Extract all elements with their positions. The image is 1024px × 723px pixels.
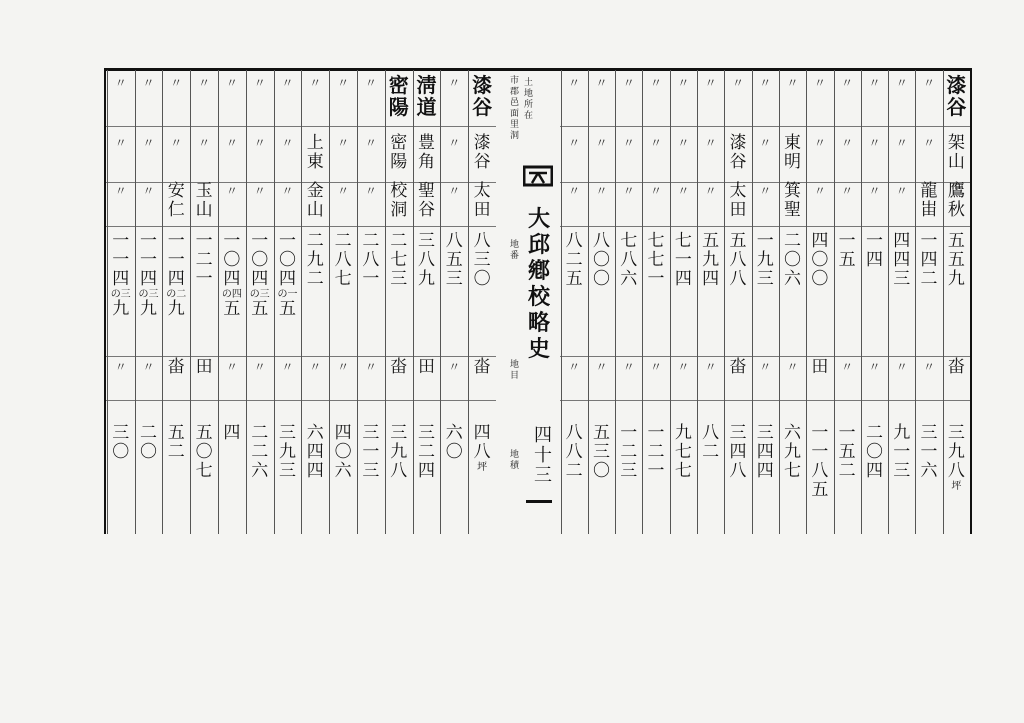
- land-category-cell: 畓: [167, 357, 185, 377]
- column-rule: [329, 70, 330, 534]
- village-cell: 〃: [595, 184, 608, 198]
- district-cell: 〃: [923, 136, 936, 150]
- lot-number-cell: 二 七 三: [390, 231, 408, 289]
- county-cell: 〃: [568, 76, 581, 90]
- land-category-cell: 〃: [622, 360, 635, 374]
- district-cell: 〃: [448, 136, 461, 150]
- district-cell: 〃: [568, 136, 581, 150]
- lot-number-cell: 一 一 四 の二 九: [166, 231, 187, 319]
- village-cell: 〃: [813, 184, 826, 198]
- column-rule: [861, 70, 862, 534]
- left-column-1: [440, 70, 468, 534]
- village-cell: 〃: [677, 184, 690, 198]
- county-cell: 〃: [650, 76, 663, 90]
- district-cell: 〃: [225, 136, 238, 150]
- village-cell: 〃: [253, 184, 266, 198]
- area-cell: 五 〇 七: [195, 423, 213, 481]
- county-cell: 〃: [895, 76, 908, 90]
- village-cell: 鷹 秋: [947, 181, 965, 220]
- left-column-6: [301, 70, 329, 534]
- village-cell: 〃: [650, 184, 663, 198]
- area-cell: 三 二 四: [417, 423, 435, 481]
- area-cell: 一 一 八 五: [811, 423, 829, 500]
- district-cell: 〃: [253, 136, 266, 150]
- frame-right-rule: [970, 68, 972, 534]
- district-cell: 〃: [868, 136, 881, 150]
- right-column-2: [888, 70, 915, 534]
- frame-left-rule: [104, 68, 106, 534]
- column-rule: [385, 70, 386, 534]
- land-category-cell: 田: [195, 357, 213, 377]
- lot-number-cell: 四 〇 〇: [811, 231, 829, 289]
- column-rule: [670, 70, 671, 534]
- district-cell: 上 東: [306, 133, 324, 172]
- county-cell: 〃: [170, 76, 183, 90]
- district-cell: 〃: [595, 136, 608, 150]
- land-category-cell: 〃: [448, 360, 461, 374]
- column-rule: [440, 70, 441, 534]
- column-rule: [779, 70, 780, 534]
- lot-number-cell: 一 〇 四 の一 五: [277, 231, 298, 319]
- county-cell: 〃: [622, 76, 635, 90]
- district-cell: 漆 谷: [729, 133, 747, 172]
- lot-suffix: の四: [221, 289, 242, 300]
- lot-number-cell: 二 九 二: [306, 231, 324, 289]
- right-column-5: [806, 70, 833, 534]
- lot-number-cell: 五 五 九: [947, 231, 965, 289]
- village-cell: 〃: [337, 184, 350, 198]
- district-cell: 〃: [114, 136, 127, 150]
- area-cell: 一 二 一: [647, 423, 665, 481]
- lot-suffix: の三: [110, 289, 131, 300]
- area-cell: 三 一 三: [362, 423, 380, 481]
- land-category-cell: 〃: [786, 360, 799, 374]
- land-category-cell: 〃: [309, 360, 322, 374]
- column-rule: [752, 70, 753, 534]
- district-cell: 〃: [813, 136, 826, 150]
- area-unit: 坪: [951, 481, 962, 492]
- village-cell: 〃: [225, 184, 238, 198]
- village-cell: 太 田: [729, 181, 747, 220]
- county-cell: 〃: [759, 76, 772, 90]
- land-category-cell: 畓: [390, 357, 408, 377]
- lot-number-cell: 七 八 六: [620, 231, 638, 289]
- lot-suffix: の三: [138, 289, 159, 300]
- district-cell: 東 明: [784, 133, 802, 172]
- area-cell: 六 九 七: [784, 423, 802, 481]
- lot-number-cell: 一 九 三: [756, 231, 774, 289]
- village-cell: 〃: [841, 184, 854, 198]
- left-column-10: [190, 70, 218, 534]
- lot-suffix: の三: [249, 289, 270, 300]
- village-cell: 金 山: [306, 181, 324, 220]
- left-column-0: [468, 70, 496, 534]
- village-cell: 〃: [114, 184, 127, 198]
- column-rule: [697, 70, 698, 534]
- left-column-13: [107, 70, 135, 534]
- county-cell: 〃: [198, 76, 211, 90]
- land-category-cell: 〃: [841, 360, 854, 374]
- column-rule: [642, 70, 643, 534]
- column-rule: [413, 70, 414, 534]
- right-column-6: [779, 70, 806, 534]
- lot-suffix: の二: [166, 289, 187, 300]
- land-category-cell: 〃: [253, 360, 266, 374]
- page-number: 四 十 三: [534, 425, 552, 486]
- lot-number-cell: 二 八 一: [362, 231, 380, 289]
- column-rule: [468, 70, 469, 534]
- county-cell: 〃: [731, 76, 744, 90]
- area-cell: 五 二: [167, 423, 185, 462]
- lot-number-cell: 一 四 二: [920, 231, 938, 289]
- district-cell: 〃: [704, 136, 717, 150]
- area-unit: 坪: [477, 462, 488, 473]
- area-cell: 八 八 二: [565, 423, 583, 481]
- area-cell: 二 〇 四: [865, 423, 883, 481]
- land-category-cell: 畓: [473, 357, 491, 377]
- left-column-7: [274, 70, 302, 534]
- area-cell: 四: [223, 423, 241, 443]
- district-cell: 豊 角: [417, 133, 435, 172]
- county-cell: 〃: [337, 76, 350, 90]
- county-cell: 漆 谷: [946, 73, 967, 119]
- left-column-9: [218, 70, 246, 534]
- area-cell: 三 九 八 坪: [947, 423, 965, 492]
- left-column-8: [246, 70, 274, 534]
- column-rule: [806, 70, 807, 534]
- county-cell: 〃: [786, 76, 799, 90]
- lot-number-cell: 八 五 三: [445, 231, 463, 289]
- county-cell: 漆 谷: [472, 73, 493, 119]
- right-column-3: [861, 70, 888, 534]
- area-cell: 一 二 三: [620, 423, 638, 481]
- district-cell: 〃: [337, 136, 350, 150]
- county-cell: 〃: [281, 76, 294, 90]
- village-cell: 〃: [868, 184, 881, 198]
- county-cell: 淸 道: [416, 73, 437, 119]
- village-cell: 校 洞: [390, 181, 408, 220]
- land-category-cell: 田: [417, 357, 435, 377]
- district-cell: 〃: [281, 136, 294, 150]
- column-rule: [915, 70, 916, 534]
- area-cell: 二 〇: [139, 423, 157, 462]
- right-column-0: [943, 70, 970, 534]
- district-cell: 〃: [170, 136, 183, 150]
- column-rule: [357, 70, 358, 534]
- column-rule: [190, 70, 191, 534]
- lot-number-cell: 八 二 五: [565, 231, 583, 289]
- right-column-14: [561, 70, 588, 534]
- land-category-cell: 〃: [923, 360, 936, 374]
- header-location-top: 土 地 所 在: [524, 78, 534, 121]
- column-rule: [724, 70, 725, 534]
- column-rule: [274, 70, 275, 534]
- lot-number-cell: 八 〇 〇: [592, 231, 610, 289]
- county-cell: 〃: [841, 76, 854, 90]
- land-category-cell: 〃: [704, 360, 717, 374]
- lot-number-cell: 七 七 一: [647, 231, 665, 289]
- village-cell: 安 仁: [167, 181, 185, 220]
- county-cell: 密 陽: [388, 73, 409, 119]
- land-category-cell: 〃: [281, 360, 294, 374]
- land-category-cell: 〃: [114, 360, 127, 374]
- column-rule: [588, 70, 589, 534]
- area-cell: 三 〇: [112, 423, 130, 462]
- column-rule: [218, 70, 219, 534]
- district-cell: 密 陽: [390, 133, 408, 172]
- left-column-11: [162, 70, 190, 534]
- district-cell: 〃: [650, 136, 663, 150]
- lot-number-cell: 一 〇 四 の三 五: [249, 231, 270, 319]
- left-column-12: [135, 70, 163, 534]
- district-cell: 〃: [622, 136, 635, 150]
- county-cell: 〃: [448, 76, 461, 90]
- district-cell: 〃: [142, 136, 155, 150]
- land-category-cell: 〃: [868, 360, 881, 374]
- district-cell: 〃: [198, 136, 211, 150]
- land-category-cell: 〃: [650, 360, 663, 374]
- right-column-11: [642, 70, 669, 534]
- column-rule: [561, 70, 562, 534]
- column-rule: [943, 70, 944, 534]
- area-cell: 三 四 四: [756, 423, 774, 481]
- county-cell: 〃: [114, 76, 127, 90]
- header-location: [510, 76, 519, 142]
- lot-number-cell: 四 四 三: [893, 231, 911, 289]
- lot-suffix: の一: [277, 289, 298, 300]
- area-cell: 六 四 四: [306, 423, 324, 481]
- page-title: 大 邱 鄕 校 略 史: [528, 206, 551, 362]
- land-category-cell: 〃: [142, 360, 155, 374]
- lot-number-cell: 一 五: [838, 231, 856, 270]
- lot-number-cell: 二 八 七: [334, 231, 352, 289]
- land-category-cell: 〃: [364, 360, 377, 374]
- right-column-13: [588, 70, 615, 534]
- right-column-8: [724, 70, 751, 534]
- column-rule: [615, 70, 616, 534]
- county-cell: 〃: [309, 76, 322, 90]
- area-cell: 三 九 八: [390, 423, 408, 481]
- header-land-category: 地 目: [510, 360, 520, 381]
- county-cell: 〃: [595, 76, 608, 90]
- lot-number-cell: 一 〇 四 の四 五: [221, 231, 242, 319]
- district-cell: 〃: [895, 136, 908, 150]
- column-rule: [301, 70, 302, 534]
- header-area: 地 積: [510, 450, 520, 471]
- county-cell: 〃: [142, 76, 155, 90]
- village-cell: 〃: [142, 184, 155, 198]
- village-cell: 聖 谷: [417, 181, 435, 220]
- column-rule: [107, 70, 108, 534]
- right-column-12: [615, 70, 642, 534]
- land-category-cell: 田: [811, 357, 829, 377]
- lot-number-cell: 七 一 四: [674, 231, 692, 289]
- land-category-cell: 〃: [759, 360, 772, 374]
- village-cell: 太 田: [473, 181, 491, 220]
- school-emblem-icon: [523, 165, 553, 187]
- village-cell: 箕 聖: [784, 181, 802, 220]
- page-number-underline: [526, 500, 552, 503]
- village-cell: 〃: [281, 184, 294, 198]
- village-cell: 龍 峀: [920, 181, 938, 220]
- right-column-10: [670, 70, 697, 534]
- right-column-4: [834, 70, 861, 534]
- county-cell: 〃: [677, 76, 690, 90]
- district-cell: 〃: [364, 136, 377, 150]
- village-cell: 〃: [568, 184, 581, 198]
- land-category-cell: 畓: [729, 357, 747, 377]
- header-location-text: 市 郡 邑 面 里 洞: [510, 76, 520, 141]
- lot-number-cell: 一 一 四 の三 九: [138, 231, 159, 319]
- lot-number-cell: 五 八 八: [729, 231, 747, 289]
- village-cell: 〃: [364, 184, 377, 198]
- area-cell: 四 八 坪: [473, 423, 491, 473]
- district-cell: 架 山: [947, 133, 965, 172]
- area-cell: 三 一 六: [920, 423, 938, 481]
- left-column-5: [329, 70, 357, 534]
- land-category-cell: 〃: [337, 360, 350, 374]
- lot-number-cell: 一 一 四 の三 九: [110, 231, 131, 319]
- left-column-4: [357, 70, 385, 534]
- land-category-cell: 〃: [225, 360, 238, 374]
- village-cell: 〃: [704, 184, 717, 198]
- area-cell: 九 一 三: [893, 423, 911, 481]
- lot-number-cell: 一 四: [865, 231, 883, 270]
- area-cell: 三 九 三: [278, 423, 296, 481]
- right-column-9: [697, 70, 724, 534]
- village-cell: 〃: [759, 184, 772, 198]
- village-cell: 〃: [448, 184, 461, 198]
- left-column-3: [385, 70, 413, 534]
- column-rule: [162, 70, 163, 534]
- district-cell: 〃: [677, 136, 690, 150]
- lot-number-cell: 五 九 四: [702, 231, 720, 289]
- land-category-cell: 〃: [568, 360, 581, 374]
- column-rule: [888, 70, 889, 534]
- village-cell: 玉 山: [195, 181, 213, 220]
- district-cell: 〃: [759, 136, 772, 150]
- district-cell: 漆 谷: [473, 133, 491, 172]
- area-cell: 一 五 二: [838, 423, 856, 481]
- land-category-cell: 畓: [947, 357, 965, 377]
- county-cell: 〃: [868, 76, 881, 90]
- lot-number-cell: 二 〇 六: [784, 231, 802, 289]
- column-rule: [834, 70, 835, 534]
- column-rule: [135, 70, 136, 534]
- county-cell: 〃: [364, 76, 377, 90]
- header-lot-number: 地 番: [510, 240, 520, 261]
- county-cell: 〃: [923, 76, 936, 90]
- right-column-7: [752, 70, 779, 534]
- district-cell: 〃: [841, 136, 854, 150]
- area-cell: 二 二 六: [251, 423, 269, 481]
- area-cell: 八 二: [702, 423, 720, 462]
- village-cell: 〃: [895, 184, 908, 198]
- area-cell: 四 〇 六: [334, 423, 352, 481]
- village-cell: 〃: [622, 184, 635, 198]
- lot-number-cell: 三 八 九: [417, 231, 435, 289]
- land-category-cell: 〃: [677, 360, 690, 374]
- land-category-cell: 〃: [895, 360, 908, 374]
- county-cell: 〃: [704, 76, 717, 90]
- county-cell: 〃: [225, 76, 238, 90]
- area-cell: 五 三 〇: [592, 423, 610, 481]
- right-column-1: [915, 70, 942, 534]
- area-cell: 六 〇: [445, 423, 463, 462]
- column-rule: [246, 70, 247, 534]
- area-cell: 三 四 八: [729, 423, 747, 481]
- left-column-2: [413, 70, 441, 534]
- area-cell: 九 七 七: [674, 423, 692, 481]
- lot-number-cell: 八 三 〇: [473, 231, 491, 289]
- county-cell: 〃: [813, 76, 826, 90]
- land-category-cell: 〃: [595, 360, 608, 374]
- lot-number-cell: 一 二 一: [195, 231, 213, 289]
- county-cell: 〃: [253, 76, 266, 90]
